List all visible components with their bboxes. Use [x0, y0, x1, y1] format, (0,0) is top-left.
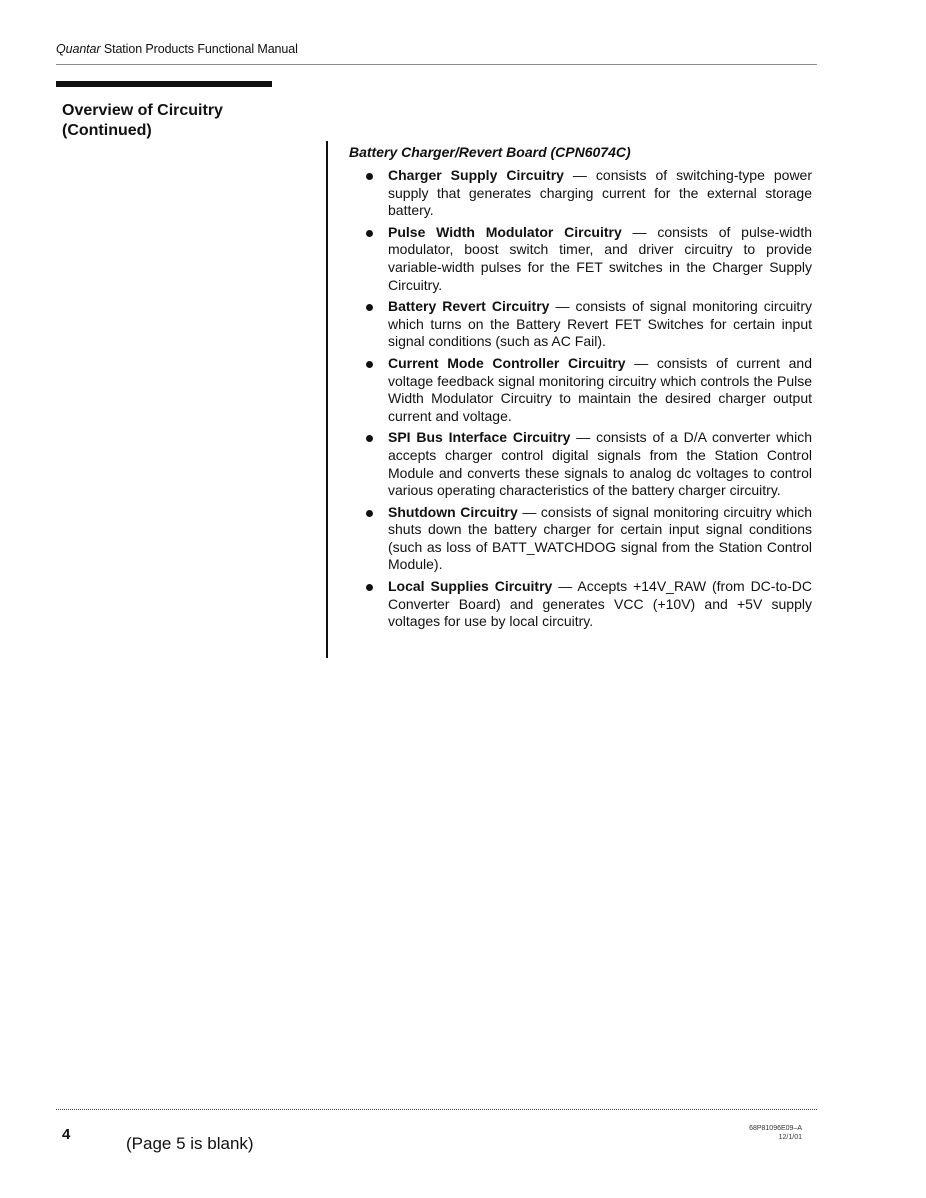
item-text: — consists of signal monitoring circuitry which shuts down the battery charger for certain input signal conditions (such as loss of BATT_WATCHDOG signal from the Station Control Module). [388, 503, 812, 573]
section-bar [56, 81, 272, 87]
list-item [349, 578, 812, 631]
doc-date: 12/1/01 [778, 1134, 802, 1141]
bullet-icon [366, 304, 373, 311]
bullet-icon [366, 230, 373, 237]
page-number: 4 [62, 1126, 71, 1143]
list-item [349, 504, 812, 574]
doc-number: 68P81096E09–A [749, 1125, 802, 1132]
item-title: Pulse Width Modulator Circuitry [388, 223, 622, 240]
revision-change-bar [326, 141, 328, 658]
section-title [62, 101, 223, 141]
item-text: — consists of pulse-width modulator, boost switch timer, and driver circuitry to provide variable-width pulses for the FET switches in the Charger Supply Circuitry. [388, 223, 812, 293]
blank-page-note: (Page 5 is blank) [126, 1134, 254, 1153]
item-title: Local Supplies Circuitry [388, 578, 553, 595]
footer-divider [56, 1109, 817, 1110]
board-title: Battery Charger/Revert Board (CPN6074C) [349, 144, 631, 160]
item-title: Current Mode Controller Circuitry [388, 354, 626, 371]
main-content [349, 143, 812, 635]
list-item [349, 298, 812, 351]
list-item [349, 167, 812, 220]
bullet-icon [366, 361, 373, 368]
list-item [349, 224, 812, 294]
header-divider [56, 64, 817, 65]
bullet-icon [366, 435, 373, 442]
item-title: Battery Revert Circuitry [388, 298, 550, 315]
document-meta [749, 1124, 802, 1142]
bullet-icon [366, 510, 373, 517]
item-title: Charger Supply Circuitry [388, 167, 564, 183]
running-header [56, 42, 298, 56]
header-brand: Quantar [56, 42, 101, 56]
section-title-line-2: (Continued) [62, 122, 152, 139]
item-text: — consists of current and voltage feedback signal monitoring circuitry which controls the Pulse Width Modulator Circuitry to maintain the desired charger output current and voltage. [388, 354, 812, 424]
item-text: — consists of signal monitoring circuitry which turns on the Battery Revert FET Switches for certain input signal conditions (such as AC Fail). [388, 298, 812, 350]
list-item [349, 429, 812, 499]
circuitry-list [349, 167, 812, 631]
section-title-line-1: Overview of Circuitry [62, 102, 223, 119]
item-title: Shutdown Circuitry [388, 503, 518, 520]
item-title: SPI Bus Interface Circuitry [388, 429, 571, 446]
bullet-icon [366, 173, 373, 180]
item-text: — consists of switching-type power supply that generates charging current for the external storage battery. [388, 167, 812, 219]
list-item [349, 355, 812, 425]
header-title: Station Products Functional Manual [100, 42, 298, 56]
bullet-icon [366, 584, 373, 591]
item-text: — Accepts +14V_RAW (from DC-to-DC Converter Board) and generates VCC (+10V) and +5V supply voltages for use by local circuitry. [388, 578, 813, 630]
item-text: — consists of a D/A converter which accepts charger control digital signals from the Station Control Module and converts these signals to analog dc voltages to control various operating characteristics of the battery charger circuitry. [388, 429, 812, 499]
